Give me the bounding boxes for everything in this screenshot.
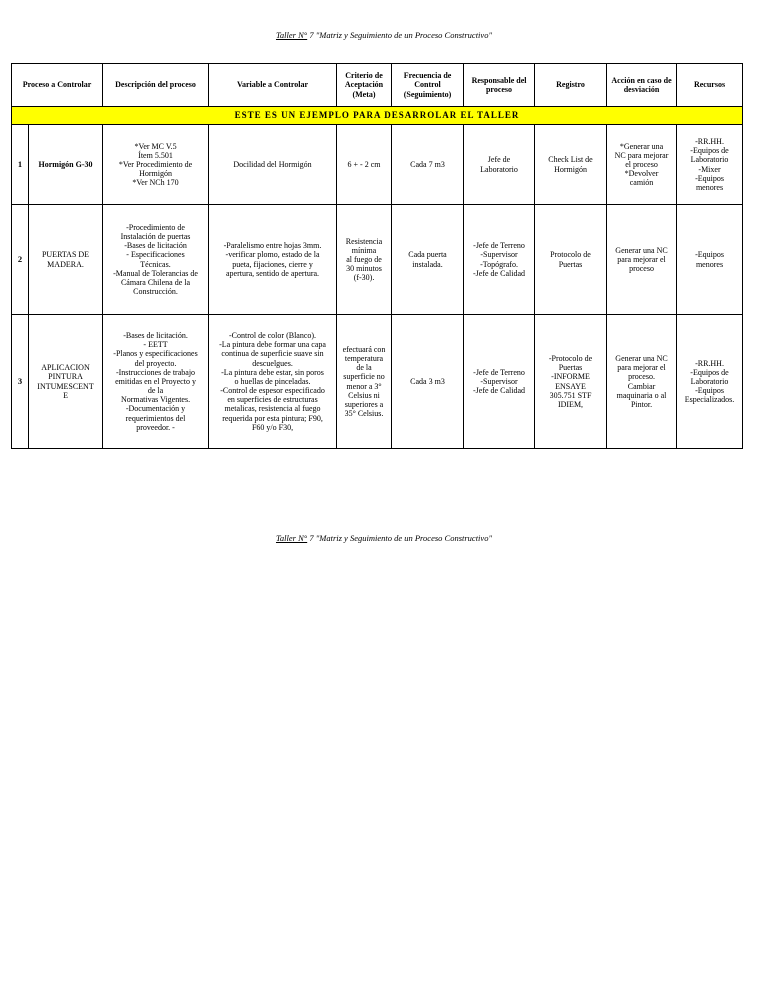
row-number: 3 — [12, 315, 29, 449]
table-row — [12, 315, 743, 449]
cell-frecuencia: Cada puerta instalada. — [392, 205, 464, 315]
cell-descripcion: -Procedimiento de Instalación de puertas -Bases de licitación - Especificaciones Técnicas. -Manual de Tolerancias de Cámara Chilena de la Construcción. — [103, 205, 209, 315]
row-number: 1 — [12, 125, 29, 205]
cell-proceso: Hormigón G-30 — [29, 125, 103, 205]
cell-accion: Generar una NC para mejorar el proceso — [607, 205, 677, 315]
cell-criterio: efectuará con temperatura de la superficie no menor a 3° Celsius ni superiores a 35° Celsius. — [337, 315, 392, 449]
cell-responsable: -Jefe de Terreno -Supervisor -Jefe de Calidad — [464, 315, 535, 449]
header-accion: Acción en caso de desviación — [607, 64, 677, 107]
title-prefix: Taller N° — [275, 30, 308, 40]
cell-accion: *Generar una NC para mejorar el proceso *Devolver camión — [607, 125, 677, 205]
cell-variable: Docilidad del Hormigón — [209, 125, 337, 205]
page-title-repeat — [0, 533, 768, 543]
row-number: 2 — [12, 205, 29, 315]
header-frecuencia: Frecuencia de Control (Seguimiento) — [392, 64, 464, 107]
header-responsable: Responsable del proceso — [464, 64, 535, 107]
cell-registro: Protocolo de Puertas — [535, 205, 607, 315]
header-descripcion: Descripción del proceso — [103, 64, 209, 107]
cell-recursos: -RR.HH. -Equipos de Laboratorio -Mixer -Equipos menores — [677, 125, 743, 205]
title-prefix: Taller N° — [275, 533, 308, 543]
header-proceso: Proceso a Controlar — [12, 64, 103, 107]
header-variable: Variable a Controlar — [209, 64, 337, 107]
cell-recursos: -RR.HH. -Equipos de Laboratorio -Equipos Especializados. — [677, 315, 743, 449]
cell-descripcion: -Bases de licitación. - EETT -Planos y especificaciones del proyecto. -Instrucciones de trabajo emitidas en el Proyecto y de la Normativas Vigentes. -Documentación y requerimientos del proveedor. - — [103, 315, 209, 449]
cell-accion: Generar una NC para mejorar el proceso. Cambiar maquinaria o al Pintor. — [607, 315, 677, 449]
cell-proceso: PUERTAS DE MADERA. — [29, 205, 103, 315]
page-title — [0, 30, 768, 40]
table-row — [12, 125, 743, 205]
cell-registro: Check List de Hormigón — [535, 125, 607, 205]
cell-frecuencia: Cada 3 m3 — [392, 315, 464, 449]
title-text: 7 "Matriz y Seguimiento de un Proceso Constructivo" — [307, 533, 493, 543]
control-matrix-table — [11, 63, 743, 449]
example-banner-row — [12, 107, 743, 125]
cell-responsable: Jefe de Laboratorio — [464, 125, 535, 205]
cell-criterio: Resistencia mínima al fuego de 30 minutos (f-30). — [337, 205, 392, 315]
cell-registro: -Protocolo de Puertas -INFORME ENSAYE 305.751 STF IDIEM, — [535, 315, 607, 449]
cell-criterio: 6 + - 2 cm — [337, 125, 392, 205]
header-row — [12, 64, 743, 107]
cell-responsable: -Jefe de Terreno -Supervisor -Topógrafo. -Jefe de Calidad — [464, 205, 535, 315]
cell-recursos: -Equipos menores — [677, 205, 743, 315]
table-row — [12, 205, 743, 315]
title-text: 7 "Matriz y Seguimiento de un Proceso Constructivo" — [307, 30, 493, 40]
header-registro: Registro — [535, 64, 607, 107]
header-recursos: Recursos — [677, 64, 743, 107]
cell-proceso: APLICACION PINTURA INTUMESCENT E — [29, 315, 103, 449]
cell-descripcion: *Ver MC V.5 Ítem 5.501 *Ver Procedimiento de Hormigón *Ver NCh 170 — [103, 125, 209, 205]
cell-variable: -Paralelismo entre hojas 3mm. -verificar plomo, estado de la pueta, fijaciones, cierre y apertura, sentido de apertura. — [209, 205, 337, 315]
cell-frecuencia: Cada 7 m3 — [392, 125, 464, 205]
cell-variable: -Control de color (Blanco). -La pintura debe formar una capa continua de superficie suave sin descuelgues. -La pintura debe estar, sin poros o huellas de pinceladas. -Control de espesor especificado en superficies de estructuras metalicas, resistencia al fuego requerida por esta pintura; F90, F60 y/o F30, — [209, 315, 337, 449]
example-banner: ESTE ES UN EJEMPLO PARA DESARROLAR EL TALLER — [12, 107, 743, 125]
header-criterio: Criterio de Aceptación (Meta) — [337, 64, 392, 107]
